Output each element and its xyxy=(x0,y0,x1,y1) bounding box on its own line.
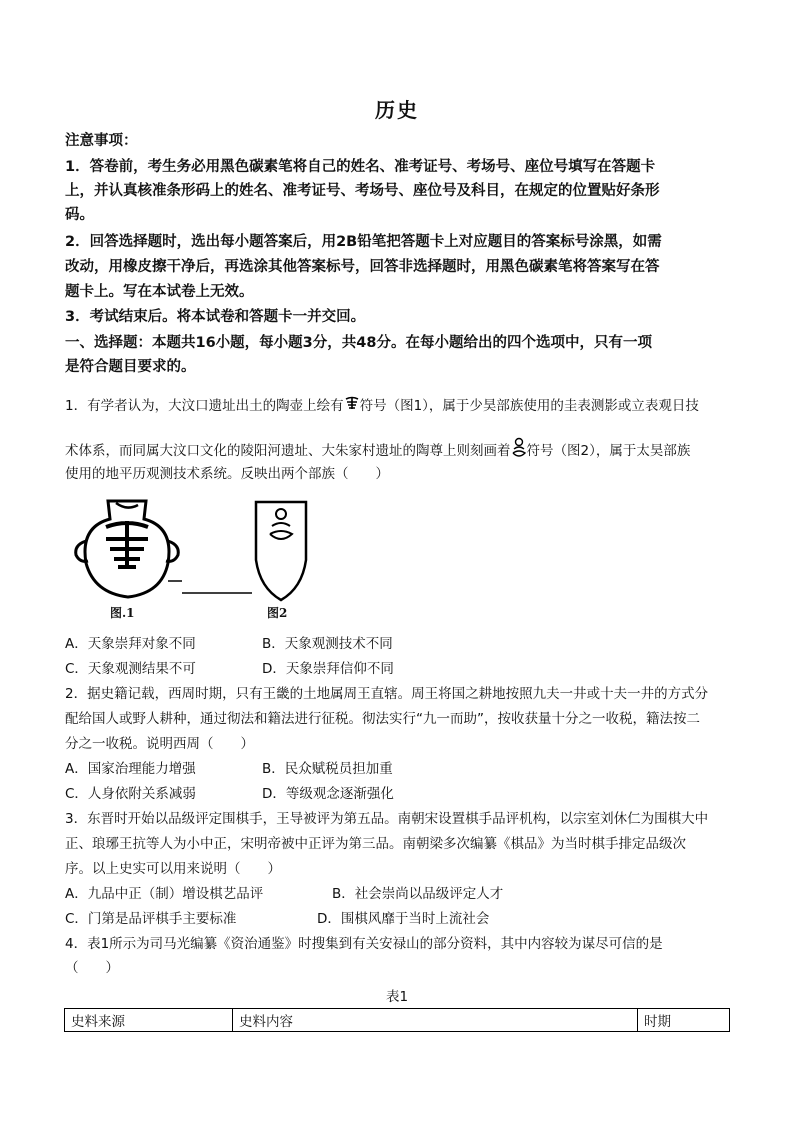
figure-2-zun xyxy=(250,498,312,606)
q4-line: （ ） xyxy=(65,960,119,976)
q3-line: 3．东晋时开始以品级评定围棋手，王导被评为第五品。南朝宋设置棋手品评机构，以宗室刘休仁为围棋大中 xyxy=(65,811,709,827)
notice-heading: 注意事项： xyxy=(65,133,138,149)
q4-line: 4．表1所示为司马光编纂《资治通鉴》时搜集到有关安禄山的部分资料，其中内容较为谋尽可信的是 xyxy=(65,936,663,952)
table-header-content: 史料内容 xyxy=(233,1009,638,1032)
figure-1-jar xyxy=(72,497,182,605)
q1-line3: 使用的地平历观测技术系统。反映出两个部族（ ） xyxy=(65,466,389,482)
q3-option-a[interactable]: A．九品中正（制）增设棋艺品评 xyxy=(65,886,264,902)
source-table xyxy=(64,1008,730,1032)
notice-line: 上，并认真核准条形码上的姓名、准考证号、考场号、座位号及科目，在规定的位置贴好条形 xyxy=(65,183,660,199)
q3-option-c[interactable]: C．门第是品评棋手主要标准 xyxy=(65,911,237,927)
q1-text: 符号（图2），属于太昊部族 xyxy=(526,443,691,459)
table-header-row xyxy=(65,1009,730,1032)
figure-divider-line xyxy=(182,580,252,599)
q3-line: 序。以上史实可以用来说明（ ） xyxy=(65,861,281,877)
q1-option-b[interactable]: B．天象观测技术不同 xyxy=(262,636,393,652)
q1-line2 xyxy=(65,437,735,465)
notice-line: 题卡上。写在本试卷上无效。 xyxy=(65,284,254,300)
q1-text: 术体系，而同属大汶口文化的陵阳河遗址、大朱家村遗址的陶尊上则刻画着 xyxy=(65,443,511,459)
q1-option-d[interactable]: D．天象崇拜信仰不同 xyxy=(262,661,394,677)
q3-line: 正、琅琊王抗等人为小中正，宋明帝被中正评为第三品。南朝梁多次编纂《棋品》为当时棋手排定品级次 xyxy=(65,836,686,852)
q1-text: 1．有学者认为，大汶口遗址出土的陶壶上绘有 xyxy=(65,398,344,414)
notice-line: 2．回答选择题时，选出每小题答案后，用2B铅笔把答题卡上对应题目的答案标号涂黑，如需 xyxy=(65,234,662,250)
q3-option-b[interactable]: B．社会崇尚以品级评定人才 xyxy=(332,886,504,902)
q1-option-c[interactable]: C．天象观测结果不可 xyxy=(65,661,196,677)
q3-option-d[interactable]: D．围棋风靡于当时上流社会 xyxy=(317,911,490,927)
page-title: 历史 xyxy=(375,98,419,122)
table-header-period: 时期 xyxy=(638,1009,730,1032)
symbol-sun-fire-icon xyxy=(511,437,527,465)
figure-2-label: 图2 xyxy=(267,606,288,620)
table-caption: 表1 xyxy=(385,989,409,1005)
notice-line: 改动，用橡皮擦干净后，再选涂其他答案标号，回答非选择题时，用黑色碳素笔将答案写在答 xyxy=(65,259,660,275)
figure-1-label: 图.1 xyxy=(110,606,135,620)
table-header-source: 史料来源 xyxy=(65,1009,233,1032)
q1-line1 xyxy=(65,395,735,417)
q1-text: 符号（图1），属于少昊部族使用的圭表测影或立表观日技 xyxy=(359,398,699,414)
q2-option-c[interactable]: C．人身依附关系减弱 xyxy=(65,786,196,802)
q1-option-a[interactable]: A．天象崇拜对象不同 xyxy=(65,636,196,652)
q2-option-a[interactable]: A．国家治理能力增强 xyxy=(65,761,196,777)
q2-line: 分之一收税。说明西周（ ） xyxy=(65,736,254,752)
symbol-sun-pole-icon xyxy=(344,395,360,417)
section-heading: 一、选择题：本题共16小题，每小题3分，共48分。在每小题给出的四个选项中，只有一项 xyxy=(65,335,652,351)
q2-option-b[interactable]: B．民众赋税员担加重 xyxy=(262,761,393,777)
q2-line: 2．据史籍记载，西周时期，只有王畿的土地属周王直辖。周王将国之耕地按照九夫一井或十夫一井的方式分 xyxy=(65,686,709,702)
notice-line: 1．答卷前，考生务必用黑色碳素笔将自己的姓名、准考证号、考场号、座位号填写在答题卡 xyxy=(65,159,656,175)
section-heading: 是符合题目要求的。 xyxy=(65,359,196,375)
q2-line: 配给国人或野人耕种，通过彻法和籍法进行征税。彻法实行“九一而助”，按收获量十分之一收税，籍法按二 xyxy=(65,711,700,727)
q2-option-d[interactable]: D．等级观念逐渐强化 xyxy=(262,786,394,802)
notice-line: 码。 xyxy=(65,207,94,223)
notice-line: 3．考试结束后。将本试卷和答题卡一并交回。 xyxy=(65,309,366,325)
